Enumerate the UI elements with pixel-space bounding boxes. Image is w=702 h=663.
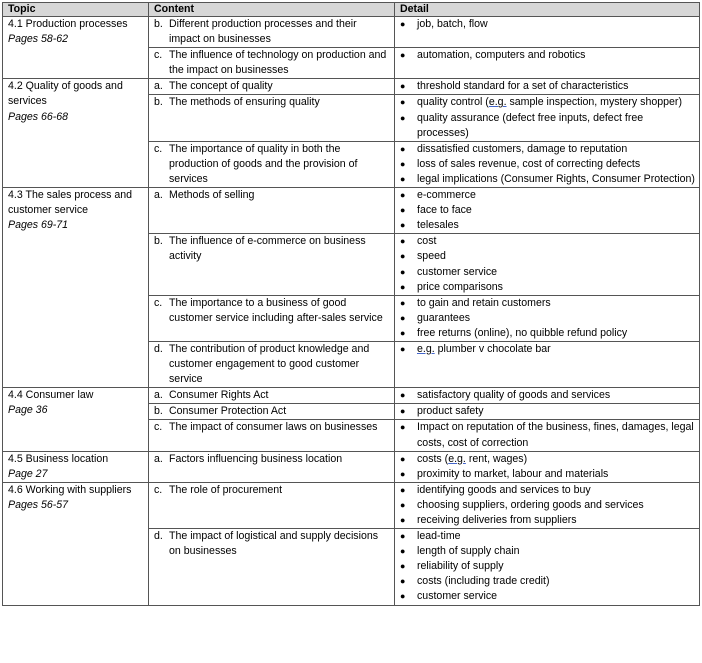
bullet-icon: ● xyxy=(400,143,406,154)
content-letter: b. xyxy=(154,96,163,109)
detail-cell xyxy=(395,451,700,482)
detail-text: satisfactory quality of goods and services xyxy=(417,389,611,402)
content-text: Methods of selling xyxy=(169,189,255,202)
detail-cell xyxy=(395,234,700,295)
detail-text: loss of sales revenue, cost of correcting defects xyxy=(417,157,641,170)
content-cell xyxy=(149,482,395,528)
topic-title: 4.1 Production processes xyxy=(8,18,128,30)
detail-text: identifying goods and services to buy xyxy=(417,483,591,496)
content-cell xyxy=(149,388,395,404)
content-item xyxy=(154,404,390,419)
detail-text: face to face xyxy=(417,204,472,217)
list-item xyxy=(400,574,695,589)
detail-cell xyxy=(395,295,700,341)
content-item xyxy=(154,48,390,78)
detail-list xyxy=(400,142,695,187)
table-row xyxy=(3,17,700,48)
content-cell xyxy=(149,48,395,79)
detail-cell xyxy=(395,95,700,141)
content-text: Factors influencing business location xyxy=(169,452,343,465)
detail-text: job, batch, flow xyxy=(417,18,488,30)
content-cell xyxy=(149,529,395,605)
list-item xyxy=(400,420,695,450)
detail-text: length of supply chain xyxy=(417,545,520,558)
bullet-icon: ● xyxy=(400,190,406,201)
bullet-icon: ● xyxy=(400,343,406,354)
detail-list xyxy=(400,48,695,63)
list-item xyxy=(400,48,695,63)
bullet-icon: ● xyxy=(400,484,406,495)
content-item xyxy=(154,95,390,110)
table-row xyxy=(3,79,700,95)
bullet-icon: ● xyxy=(400,112,406,123)
content-text: The influence of e-commerce on business activity xyxy=(169,235,366,263)
content-letter: b. xyxy=(154,18,163,30)
list-item xyxy=(400,404,695,419)
bullet-icon: ● xyxy=(400,561,406,572)
bullet-icon: ● xyxy=(400,312,406,323)
topic-pages: Pages 69-71 xyxy=(8,219,69,232)
header-detail: Detail xyxy=(395,3,700,17)
list-item xyxy=(400,111,695,141)
detail-text: lead-time xyxy=(417,530,461,543)
detail-text: telesales xyxy=(417,219,459,232)
content-item xyxy=(154,188,390,203)
content-letter: c. xyxy=(154,49,163,62)
bullet-icon: ● xyxy=(400,205,406,216)
detail-list xyxy=(400,388,695,403)
bullet-icon: ● xyxy=(400,468,406,479)
content-item xyxy=(154,79,390,94)
content-item xyxy=(154,420,390,435)
list-item xyxy=(400,311,695,326)
content-letter: a. xyxy=(154,389,163,402)
list-item xyxy=(400,157,695,172)
content-item xyxy=(154,529,390,559)
list-item xyxy=(400,483,695,498)
content-cell xyxy=(149,141,395,187)
bullet-icon: ● xyxy=(400,173,406,184)
detail-text: automation, computers and robotics xyxy=(417,49,586,62)
content-cell xyxy=(149,420,395,451)
list-item xyxy=(400,95,695,110)
list-item xyxy=(400,188,695,203)
content-item xyxy=(154,452,390,467)
topic-title: 4.5 Business location xyxy=(8,452,109,465)
content-text: Consumer Rights Act xyxy=(169,389,269,402)
detail-text: cost xyxy=(417,235,437,248)
header-content: Content xyxy=(149,3,395,17)
detail-cell xyxy=(395,17,700,48)
detail-text: reliability of supply xyxy=(417,560,504,573)
bullet-icon: ● xyxy=(400,406,406,417)
content-letter: d. xyxy=(154,530,163,543)
content-text: The methods of ensuring quality xyxy=(169,96,320,109)
content-item xyxy=(154,296,390,326)
bullet-icon: ● xyxy=(400,236,406,247)
content-text: The impact of logistical and supply decisions on businesses xyxy=(169,530,379,558)
detail-text: guarantees xyxy=(417,311,471,324)
content-letter: c. xyxy=(154,421,163,434)
content-letter: a. xyxy=(154,80,163,93)
detail-text: legal implications (Consumer Rights, Consumer Protection) xyxy=(417,172,695,185)
topic-pages: Pages 58-62 xyxy=(8,33,69,46)
detail-text: quality assurance (defect free inputs, defect free processes) xyxy=(417,111,644,139)
detail-text: quality control (e.g. sample inspection, mystery shopper) xyxy=(417,96,682,109)
content-item xyxy=(154,483,390,498)
topic-title: 4.6 Working with suppliers xyxy=(8,483,132,496)
detail-cell xyxy=(395,420,700,451)
detail-list xyxy=(400,420,695,450)
bullet-icon: ● xyxy=(400,50,406,61)
content-text: The contribution of product knowledge and customer engagement to good customer service xyxy=(169,342,370,386)
detail-text: receiving deliveries from suppliers xyxy=(417,514,577,526)
detail-cell xyxy=(395,482,700,528)
detail-text: e.g. plumber v chocolate bar xyxy=(417,342,551,355)
list-item xyxy=(400,172,695,187)
list-item xyxy=(400,79,695,94)
content-cell xyxy=(149,404,395,420)
content-text: The influence of technology on production and the impact on businesses xyxy=(169,49,387,77)
list-item xyxy=(400,296,695,311)
list-item xyxy=(400,17,695,32)
content-cell xyxy=(149,295,395,341)
list-item xyxy=(400,142,695,157)
detail-text: proximity to market, labour and materials xyxy=(417,467,609,480)
list-item xyxy=(400,265,695,280)
detail-list xyxy=(400,95,695,140)
content-item xyxy=(154,342,390,387)
detail-list xyxy=(400,188,695,233)
topic-cell xyxy=(3,17,149,79)
list-item xyxy=(400,452,695,467)
content-cell xyxy=(149,341,395,387)
bullet-icon: ● xyxy=(400,81,406,92)
topic-cell xyxy=(3,482,149,605)
content-item xyxy=(154,388,390,403)
content-text: The impact of consumer laws on businesses xyxy=(169,421,378,434)
list-item xyxy=(400,513,695,528)
topic-cell xyxy=(3,451,149,482)
bullet-icon: ● xyxy=(400,281,406,292)
detail-text: customer service xyxy=(417,590,498,603)
detail-cell xyxy=(395,388,700,404)
content-cell xyxy=(149,188,395,234)
bullet-icon: ● xyxy=(400,19,406,29)
content-text: The role of procurement xyxy=(169,483,283,496)
content-cell xyxy=(149,451,395,482)
content-letter: b. xyxy=(154,235,163,248)
bullet-icon: ● xyxy=(400,453,406,464)
content-letter: c. xyxy=(154,142,163,155)
content-text: Different production processes and their impact on businesses xyxy=(169,18,357,46)
list-item xyxy=(400,234,695,249)
list-item xyxy=(400,280,695,295)
bullet-icon: ● xyxy=(400,327,406,338)
topic-pages: Pages 56-57 xyxy=(8,498,69,511)
detail-list xyxy=(400,234,695,294)
bullet-icon: ● xyxy=(400,422,406,433)
list-item xyxy=(400,559,695,574)
detail-text: to gain and retain customers xyxy=(417,296,551,309)
bullet-icon: ● xyxy=(400,531,406,542)
bullet-icon: ● xyxy=(400,546,406,557)
detail-list xyxy=(400,529,695,604)
list-item xyxy=(400,249,695,264)
topic-cell xyxy=(3,79,149,188)
topic-title: 4.2 Quality of goods and services xyxy=(8,80,123,108)
bullet-icon: ● xyxy=(400,297,406,308)
content-text: Consumer Protection Act xyxy=(169,405,287,418)
bullet-icon: ● xyxy=(400,220,406,231)
list-item xyxy=(400,218,695,233)
detail-text: costs (e.g. rent, wages) xyxy=(417,452,528,465)
detail-text: free returns (online), no quibble refund policy xyxy=(417,326,628,339)
detail-cell xyxy=(395,529,700,605)
bullet-icon: ● xyxy=(400,390,406,401)
detail-list xyxy=(400,483,695,528)
list-item xyxy=(400,529,695,544)
list-item xyxy=(400,544,695,559)
detail-list xyxy=(400,17,695,32)
detail-text: choosing suppliers, ordering goods and services xyxy=(417,498,644,511)
detail-text: dissatisfied customers, damage to reputation xyxy=(417,142,628,155)
detail-list xyxy=(400,452,695,482)
detail-text: product safety xyxy=(417,405,484,418)
content-text: The concept of quality xyxy=(169,80,273,93)
bullet-icon: ● xyxy=(400,266,406,277)
content-cell xyxy=(149,234,395,295)
content-item xyxy=(154,234,390,264)
table-row xyxy=(3,451,700,482)
topic-title: 4.3 The sales process and customer service xyxy=(8,189,133,217)
table-row xyxy=(3,388,700,404)
topic-pages: Pages 66-68 xyxy=(8,110,69,123)
content-item xyxy=(154,142,390,187)
content-text: The importance of quality in both the production of goods and the provision of services xyxy=(169,142,358,185)
detail-cell xyxy=(395,341,700,387)
bullet-icon: ● xyxy=(400,591,406,602)
bullet-icon: ● xyxy=(400,576,406,587)
detail-cell xyxy=(395,79,700,95)
topic-cell xyxy=(3,388,149,451)
detail-text: speed xyxy=(417,250,446,263)
table-body xyxy=(3,17,700,606)
detail-list xyxy=(400,404,695,419)
content-letter: a. xyxy=(154,189,163,202)
header-topic: Topic xyxy=(3,3,149,17)
content-cell xyxy=(149,95,395,141)
table-row xyxy=(3,188,700,234)
content-cell xyxy=(149,17,395,48)
detail-list xyxy=(400,296,695,341)
content-letter: b. xyxy=(154,405,163,418)
topic-pages: Page 27 xyxy=(8,467,48,480)
detail-text: threshold standard for a set of characteristics xyxy=(417,80,629,93)
detail-text: e-commerce xyxy=(417,189,476,202)
detail-text: price comparisons xyxy=(417,280,503,293)
detail-text: costs (including trade credit) xyxy=(417,575,550,588)
detail-cell xyxy=(395,404,700,420)
list-item xyxy=(400,326,695,341)
content-letter: d. xyxy=(154,342,163,355)
bullet-icon: ● xyxy=(400,97,406,108)
content-cell xyxy=(149,79,395,95)
list-item xyxy=(400,342,695,357)
detail-list xyxy=(400,342,695,357)
detail-list xyxy=(400,79,695,94)
header-row xyxy=(3,3,700,17)
detail-cell xyxy=(395,141,700,187)
list-item xyxy=(400,589,695,604)
content-letter: c. xyxy=(154,296,163,309)
bullet-icon: ● xyxy=(400,499,406,510)
bullet-icon: ● xyxy=(400,251,406,262)
detail-text: Impact on reputation of the business, fines, damages, legal costs, cost of correction xyxy=(417,421,694,449)
list-item xyxy=(400,498,695,513)
list-item xyxy=(400,203,695,218)
bullet-icon: ● xyxy=(400,515,406,525)
topic-title: 4.4 Consumer law xyxy=(8,389,94,402)
list-item xyxy=(400,388,695,403)
content-letter: a. xyxy=(154,452,163,465)
syllabus-table xyxy=(2,2,700,606)
topic-cell xyxy=(3,188,149,388)
detail-cell xyxy=(395,188,700,234)
detail-cell xyxy=(395,48,700,79)
detail-text: customer service xyxy=(417,265,498,278)
content-text: The importance to a business of good customer service including after-sales service xyxy=(169,296,383,324)
table-row xyxy=(3,482,700,528)
content-item xyxy=(154,17,390,47)
content-letter: c. xyxy=(154,483,163,496)
topic-pages: Page 36 xyxy=(8,404,48,417)
bullet-icon: ● xyxy=(400,158,406,169)
list-item xyxy=(400,467,695,482)
